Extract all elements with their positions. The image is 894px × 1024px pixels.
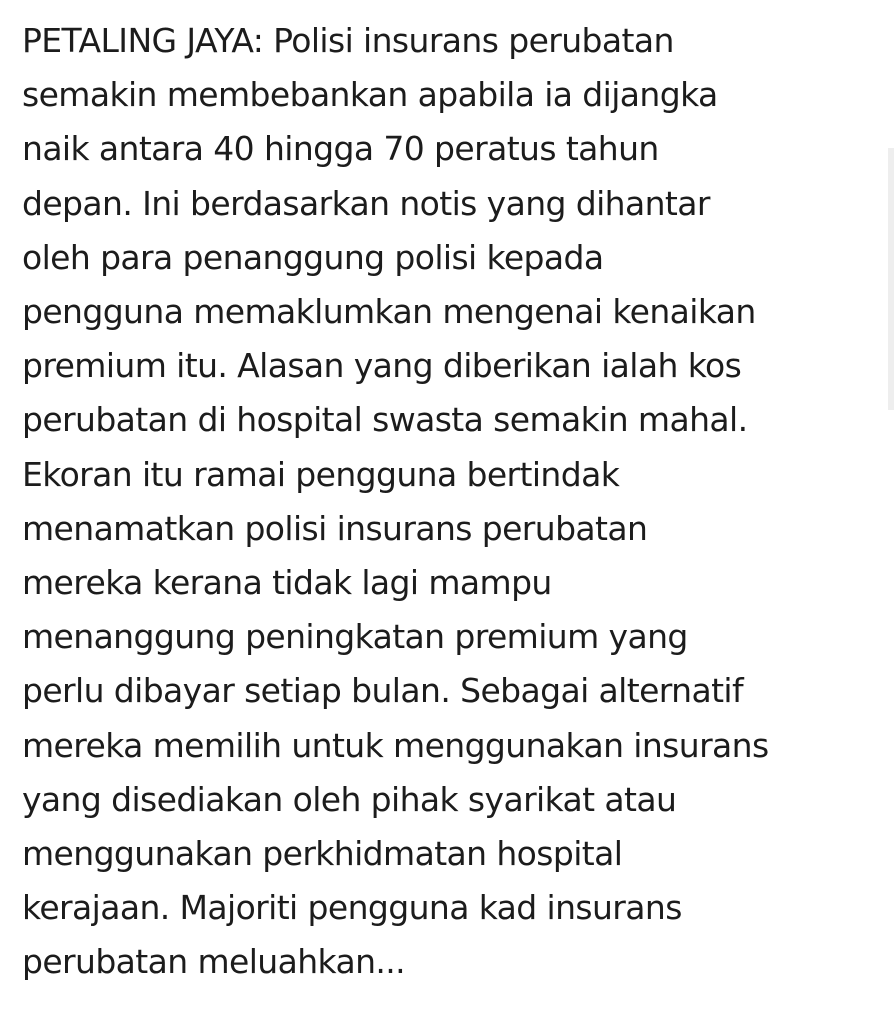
article-line: oleh para penanggung polisi kepada — [22, 237, 604, 277]
article-line: menanggung peningkatan premium yang — [22, 617, 688, 657]
article-line: kerajaan. Majoriti pengguna kad insurans — [22, 888, 682, 928]
article-line: premium itu. Alasan yang diberikan ialah kos — [22, 346, 742, 386]
article-line: pengguna memaklumkan mengenai kenaikan — [22, 292, 756, 332]
article-body — [22, 14, 882, 990]
article-line: perubatan meluahkan... — [22, 942, 406, 982]
article-line: PETALING JAYA: Polisi insurans perubatan — [22, 21, 674, 60]
article-line: yang disediakan oleh pihak syarikat atau — [22, 779, 677, 819]
article-line: perubatan di hospital swasta semakin mahal. — [22, 400, 748, 440]
scrollbar[interactable] — [888, 148, 894, 410]
article-line: perlu dibayar setiap bulan. Sebagai alternatif — [22, 671, 744, 711]
article-line: depan. Ini berdasarkan notis yang dihantar — [22, 183, 710, 223]
article-line: naik antara 40 hingga 70 peratus tahun — [22, 129, 659, 169]
article-line: mereka kerana tidak lagi mampu — [22, 563, 552, 603]
article-line: menamatkan polisi insurans perubatan — [22, 508, 648, 548]
article-line: Ekoran itu ramai pengguna bertindak — [22, 454, 620, 494]
article-line: mereka memilih untuk menggunakan insurans — [22, 725, 769, 765]
article-line: semakin membebankan apabila ia dijangka — [22, 75, 718, 115]
article-line: menggunakan perkhidmatan hospital — [22, 834, 623, 874]
